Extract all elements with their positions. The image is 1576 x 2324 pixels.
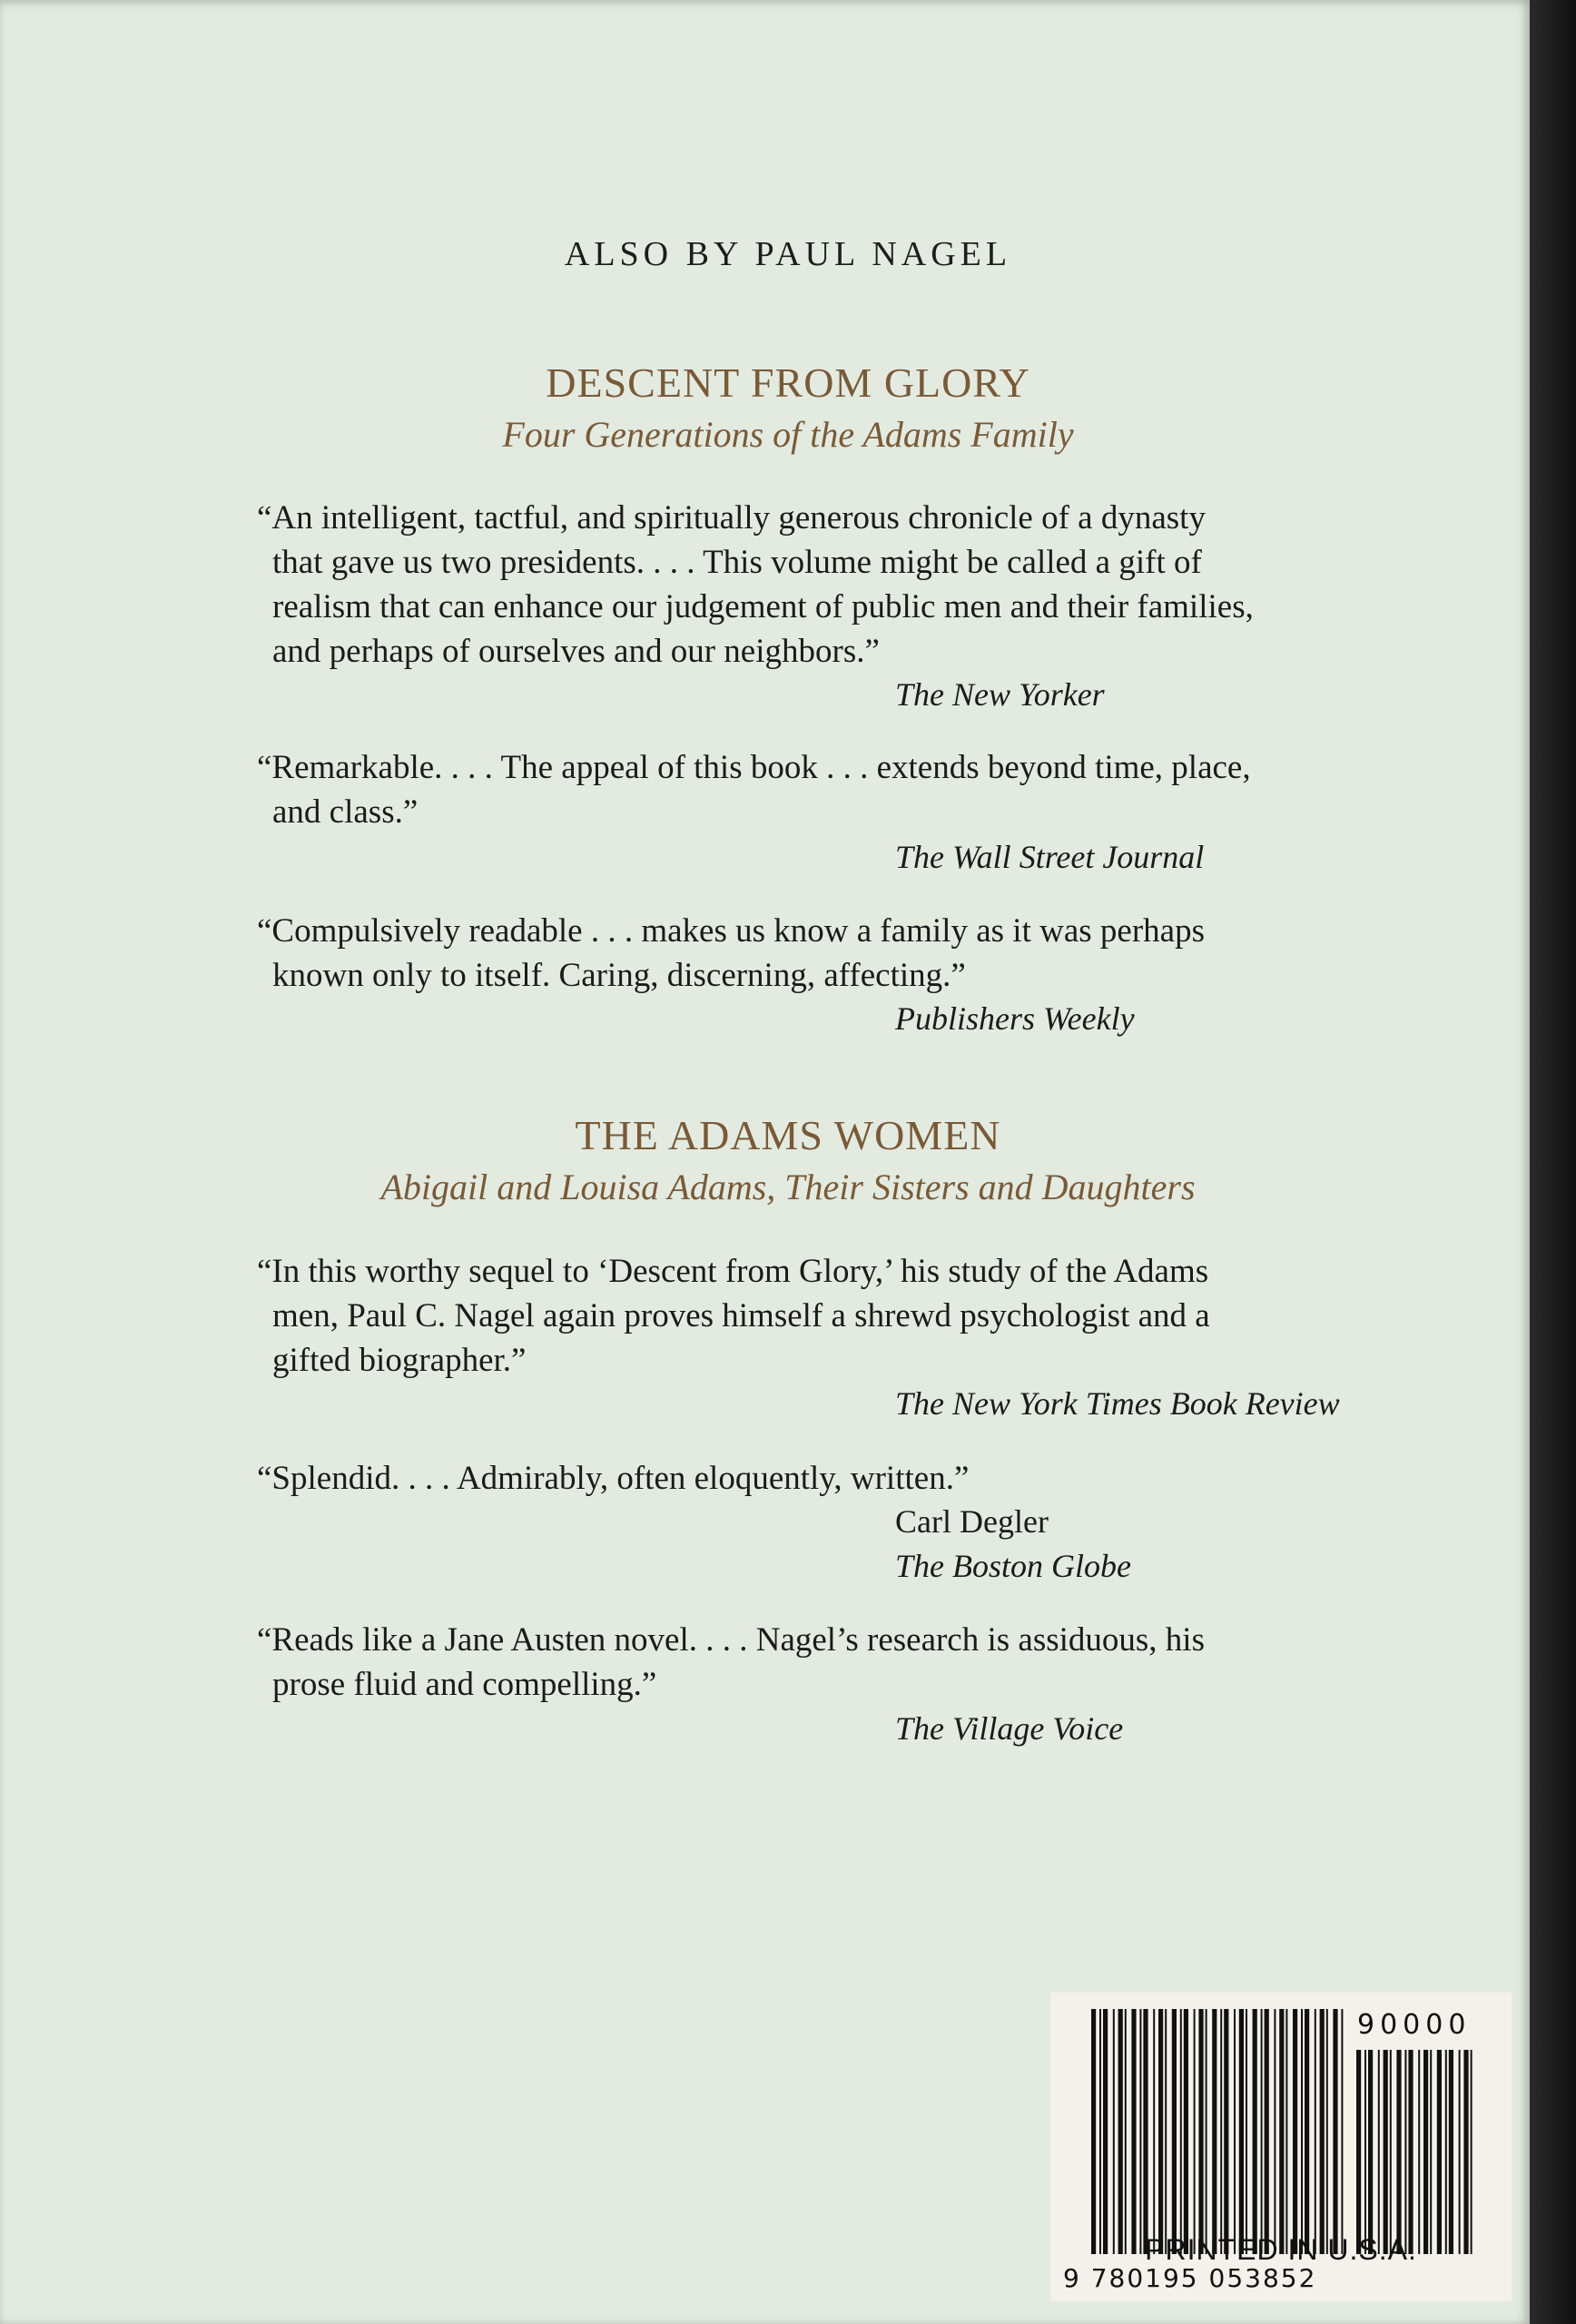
source-publication: The Village Voice	[895, 1710, 1124, 1747]
quote-line: gifted biographer.”	[272, 1342, 527, 1379]
barcode-bar	[1418, 2050, 1420, 2254]
quote-line: “An intelligent, tactful, and spiritually generous chronicle of a dynasty	[257, 499, 1206, 537]
barcode-bar	[1261, 2009, 1263, 2254]
barcode-bar	[1293, 2009, 1297, 2254]
review-quote	[257, 909, 1381, 998]
cover-edge-shadow	[1530, 0, 1576, 2324]
barcode-bar	[1378, 2050, 1380, 2254]
book-subtitle-descent: Four Generations of the Adams Family	[502, 414, 1074, 455]
review-source	[895, 835, 1440, 880]
barcode-bar	[1274, 2009, 1276, 2254]
price-addon-digits: 90000	[1357, 2009, 1472, 2041]
also-by-heading: ALSO BY PAUL NAGEL	[564, 235, 1012, 273]
barcode-bar	[1180, 2009, 1182, 2254]
review-quote	[257, 1618, 1381, 1707]
barcode-bar	[1315, 2009, 1316, 2254]
quote-line: known only to itself. Caring, discerning, affecting.”	[272, 957, 966, 994]
barcode-bar	[1368, 2050, 1373, 2254]
barcode-bar	[1404, 2050, 1406, 2254]
barcode-bar	[1165, 2009, 1167, 2254]
barcode-bar	[1103, 2009, 1108, 2254]
review-quote	[257, 1456, 1381, 1501]
barcode-bar	[1341, 2009, 1343, 2254]
review-quote	[257, 1249, 1381, 1383]
barcode-bar	[1198, 2009, 1203, 2254]
book-subtitle-adams-women: Abigail and Louisa Adams, Their Sisters and Daughters	[380, 1167, 1196, 1207]
barcode-bar	[1118, 2009, 1123, 2254]
barcode-bar	[1471, 2050, 1473, 2254]
review-source	[895, 1707, 1440, 1751]
barcode-bar	[1253, 2009, 1257, 2254]
barcode-bar	[1301, 2009, 1303, 2254]
source-author: Carl Degler	[895, 1503, 1049, 1540]
ean-barcode-bars	[1091, 2009, 1343, 2254]
barcode-bar	[1384, 2050, 1388, 2254]
barcode-bar	[1246, 2009, 1247, 2254]
barcode-bar	[1265, 2009, 1269, 2254]
quote-line: and perhaps of ourselves and our neighbors.”	[272, 633, 880, 670]
barcode-bar	[1430, 2050, 1432, 2254]
barcode-bar	[1091, 2009, 1096, 2254]
quote-line: “Reads like a Jane Austen novel. . . . Nagel’s research is assiduous, his	[257, 1621, 1205, 1659]
barcode-bar	[1158, 2009, 1163, 2254]
barcode-bar	[1131, 2009, 1136, 2254]
source-publication: Publishers Weekly	[895, 1000, 1135, 1037]
barcode-bar	[1125, 2009, 1127, 2254]
barcode-bar	[1390, 2050, 1392, 2254]
quote-line: that gave us two presidents. . . . This volume might be called a gift of	[272, 544, 1202, 581]
barcode-bar	[1224, 2009, 1228, 2254]
addon-barcode-bars	[1356, 2050, 1473, 2254]
source-publication: The Boston Globe	[895, 1548, 1131, 1584]
barcode-bar	[1212, 2009, 1216, 2254]
barcode-bar	[1153, 2009, 1155, 2254]
barcode-bar	[1408, 2050, 1413, 2254]
quote-line: and class.”	[272, 793, 419, 831]
barcode-bar	[1234, 2009, 1236, 2254]
source-publication: The New York Times Book Review	[895, 1385, 1340, 1422]
barcode-bar	[1364, 2050, 1366, 2254]
quote-line: “Remarkable. . . . The appeal of this book . . . extends beyond time, place,	[257, 749, 1251, 786]
review-source	[895, 1500, 1440, 1589]
barcode-bar	[1139, 2009, 1141, 2254]
barcode-bar	[1445, 2050, 1447, 2254]
book-title-descent: DESCENT FROM GLORY	[546, 359, 1030, 406]
barcode-bar	[1206, 2009, 1207, 2254]
quote-line: “In this worthy sequel to ‘Descent from Glory,’ his study of the Adams	[257, 1253, 1209, 1290]
book-title-adams-women: THE ADAMS WOMEN	[575, 1112, 1001, 1158]
barcode-bar	[1320, 2009, 1325, 2254]
quote-line: prose fluid and compelling.”	[272, 1666, 657, 1703]
printed-in-label: PRINTED IN U.S.A.	[1145, 2233, 1417, 2266]
barcode-bar	[1423, 2050, 1428, 2254]
barcode-bar	[1113, 2009, 1115, 2254]
barcode-bar	[1305, 2009, 1309, 2254]
barcode-bar	[1449, 2050, 1453, 2254]
review-source	[895, 1382, 1440, 1426]
barcode-image	[1091, 2009, 1500, 2263]
barcode-bar	[1396, 2050, 1401, 2254]
quote-line: realism that can enhance our judgement of public men and their families,	[272, 588, 1254, 625]
review-source	[895, 673, 1440, 717]
quote-line: “Compulsively readable . . . makes us know a family as it was perhaps	[257, 912, 1205, 950]
barcode-bar	[1437, 2050, 1442, 2254]
source-publication: The New Yorker	[895, 676, 1105, 713]
barcode-bar	[1459, 2050, 1461, 2254]
barcode-bar	[1279, 2009, 1284, 2254]
review-source	[895, 997, 1440, 1041]
barcode-bar	[1239, 2009, 1244, 2254]
barcode-bar	[1194, 2009, 1196, 2254]
barcode-bar	[1356, 2050, 1361, 2254]
barcode-bar	[1143, 2009, 1148, 2254]
barcode-bar	[1172, 2009, 1177, 2254]
barcode-bar	[1463, 2050, 1468, 2254]
barcode-bar	[1184, 2009, 1188, 2254]
quote-line: “Splendid. . . . Admirably, often eloquently, written.”	[257, 1460, 970, 1497]
barcode-bar	[1099, 2009, 1101, 2254]
barcode-bar	[1285, 2009, 1287, 2254]
review-quote	[257, 496, 1381, 674]
barcode-bar	[1333, 2009, 1337, 2254]
review-quote	[257, 745, 1381, 834]
quote-line: men, Paul C. Nagel again proves himself a shrewd psychologist and a	[272, 1297, 1210, 1334]
isbn-barcode-digits: 9 780195 053852	[1063, 2263, 1317, 2293]
source-publication: The Wall Street Journal	[895, 839, 1205, 875]
barcode-bar	[1220, 2009, 1222, 2254]
barcode-bar	[1326, 2009, 1328, 2254]
